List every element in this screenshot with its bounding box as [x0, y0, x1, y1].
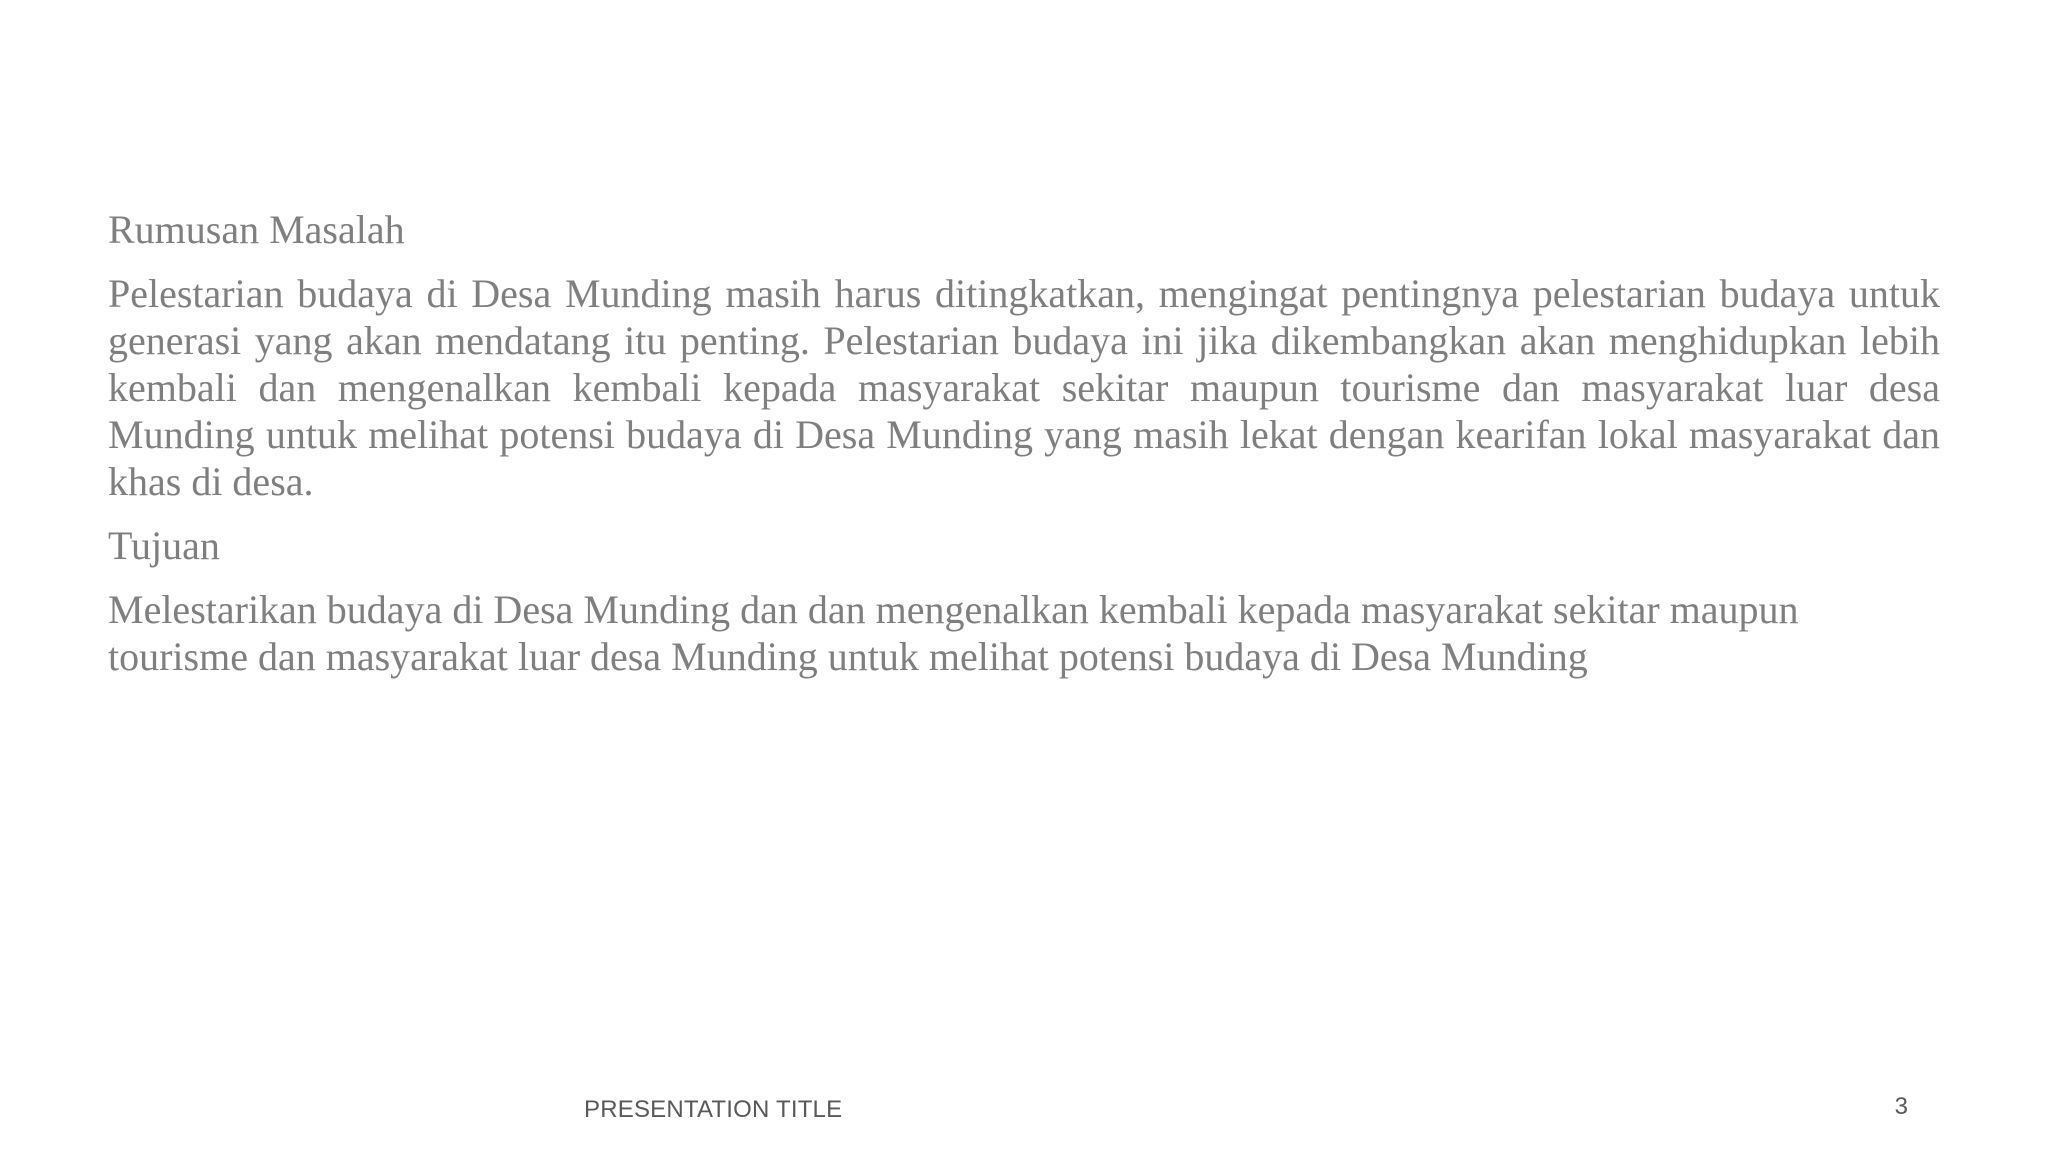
footer-presentation-title: PRESENTATION TITLE: [584, 1096, 843, 1123]
section-heading-rumusan-masalah: Rumusan Masalah: [108, 207, 405, 252]
slide-page-number: 3: [1894, 1093, 1908, 1120]
section-body-rumusan-masalah: Pelestarian budaya di Desa Munding masih harus ditingkatkan, mengingat pentingnya pelestarian budaya untuk generasi yang akan mendatang itu penting. Pelestarian budaya ini jika dikembangkan akan menghidupkan lebih kembali dan mengenalkan kembali kepada masyarakat sekitar maupun tourisme dan masyarakat luar desa Munding untuk melihat potensi budaya di Desa Munding yang masih lekat dengan kearifan lokal masyarakat dan khas di desa.: [108, 271, 1940, 504]
section-heading-tujuan: Tujuan: [108, 523, 220, 568]
slide-content: [108, 206, 1940, 697]
section-body-tujuan: Melestarikan budaya di Desa Munding dan dan mengenalkan kembali kepada masyarakat sekitar maupun tourisme dan masyarakat luar desa Munding untuk melihat potensi budaya di Desa Munding: [108, 587, 1799, 679]
